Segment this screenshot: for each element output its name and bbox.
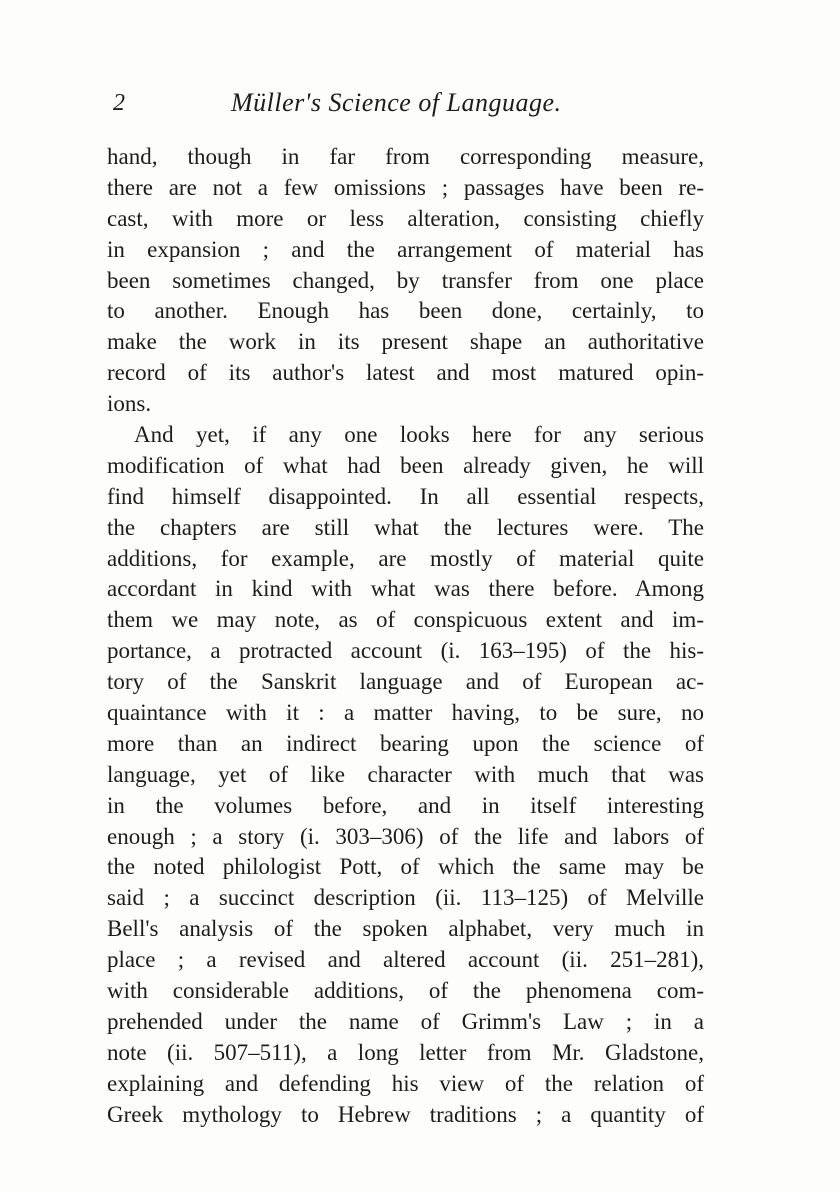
text-line: find himself disappointed. In all essential respects, xyxy=(107,483,704,509)
text-line: additions, for example, are mostly of material quite xyxy=(107,545,704,571)
running-title: Müller's Science of Language. xyxy=(231,88,562,117)
text-line: the chapters are still what the lectures were. The xyxy=(107,514,704,540)
text-line: tory of the Sanskrit language and of European ac- xyxy=(107,669,704,695)
text-line: Greek mythology to Hebrew traditions ; a quantity of xyxy=(107,1101,704,1127)
text-line: there are not a few omissions ; passages have been re- xyxy=(107,174,704,200)
text-line: to another. Enough has been done, certainly, to xyxy=(107,298,704,324)
text-line: prehended under the name of Grimm's Law ; in a xyxy=(107,1008,704,1034)
text-line: explaining and defending his view of the relation of xyxy=(107,1070,704,1096)
text-line: accordant in kind with what was there before. Among xyxy=(107,576,704,602)
text-line: been sometimes changed, by transfer from one place xyxy=(107,267,704,293)
text-line: the noted philologist Pott, of which the same may be xyxy=(107,854,704,880)
text-line: language, yet of like character with much that was xyxy=(107,761,704,787)
text-line: more than an indirect bearing upon the science of xyxy=(107,730,704,756)
body-text xyxy=(107,142,704,1131)
text-line: portance, a protracted account (i. 163–195) of the his- xyxy=(107,638,704,664)
text-line: in the volumes before, and in itself interesting xyxy=(107,792,704,818)
text-line: enough ; a story (i. 303–306) of the life and labors of xyxy=(107,823,704,849)
text-line: quaintance with it : a matter having, to be sure, no xyxy=(107,700,704,726)
running-head xyxy=(113,86,713,120)
text-line: ions. xyxy=(107,391,152,417)
text-line: them we may note, as of conspicuous extent and im- xyxy=(107,607,704,633)
text-line: make the work in its present shape an authoritative xyxy=(107,329,704,355)
text-line: note (ii. 507–511), a long letter from Mr. Gladstone, xyxy=(107,1039,704,1065)
page-number: 2 xyxy=(113,90,125,116)
text-line: modification of what had been already given, he will xyxy=(107,452,704,478)
text-line: said ; a succinct description (ii. 113–125) of Melville xyxy=(107,885,704,911)
text-line: with considerable additions, of the phenomena com- xyxy=(107,978,704,1004)
paragraph-start-line: And yet, if any one looks here for any serious xyxy=(134,422,704,448)
text-line: hand, though in far from corresponding measure, xyxy=(107,144,704,169)
text-line: cast, with more or less alteration, consisting chiefly xyxy=(107,205,704,231)
text-line: Bell's analysis of the spoken alphabet, very much in xyxy=(107,916,704,942)
text-line: record of its author's latest and most matured opin- xyxy=(107,360,704,386)
text-line: in expansion ; and the arrangement of material has xyxy=(107,236,704,262)
text-line: place ; a revised and altered account (ii. 251–281), xyxy=(107,947,704,973)
